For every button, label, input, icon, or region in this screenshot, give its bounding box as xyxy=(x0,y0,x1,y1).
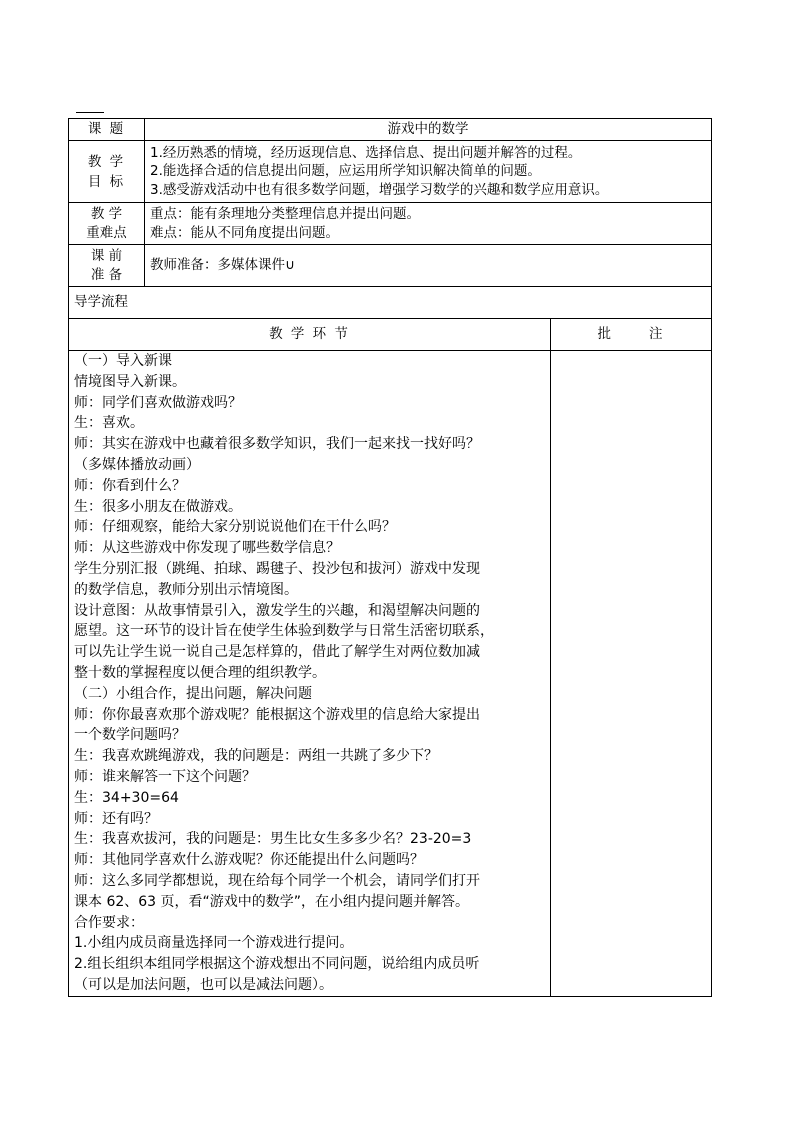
steps-column-header: 教 学 环 节 xyxy=(69,319,551,351)
body-line: 愿望。这一环节的设计旨在使学生体验到数学与日常生活密切联系， xyxy=(74,623,494,640)
body-line: 可以先让学生说一说自己是怎样算的，借此了解学生对两位数加减 xyxy=(74,644,480,661)
body-line: 情境图导入新课。 xyxy=(74,373,186,390)
topic-row xyxy=(69,119,712,141)
body-line: 师：其他同学喜欢什么游戏呢？你还能提出什么问题吗？ xyxy=(74,852,424,869)
body-line: 师：其实在游戏中也藏着很多数学知识，我们一起来找一找好吗？ xyxy=(74,436,480,453)
goal-item: 3.感受游戏活动中也有很多数学问题，增强学习数学的兴趣和数学应用意识。 xyxy=(150,181,609,198)
body-line: 师：你看到什么？ xyxy=(74,477,186,494)
keypoints-row xyxy=(69,203,712,245)
body-line: 2.组长组织本组同学根据这个游戏想出不同问题，说给组内成员听 xyxy=(74,956,480,973)
body-line: 生：34+30=64 xyxy=(74,789,179,806)
body-line: 师：这么多同学都想说，现在给每个同学一个机会，请同学们打开 xyxy=(74,872,480,889)
body-line: 一个数学问题吗？ xyxy=(74,727,186,744)
keypoints-content xyxy=(145,203,712,245)
body-line: 设计意图：从故事情景引入，激发学生的兴趣，和渴望解决问题的 xyxy=(74,602,480,619)
body-line: 生：很多小朋友在做游戏。 xyxy=(74,498,242,515)
flow-label: 导学流程 xyxy=(69,287,712,319)
topic-title: 游戏中的数学 xyxy=(145,119,712,141)
prep-row xyxy=(69,245,712,287)
body-line: （一）导入新课 xyxy=(74,353,172,369)
topic-label: 课 题 xyxy=(69,119,145,141)
column-header-row xyxy=(69,319,712,351)
body-line: （可以是加法问题，也可以是减法问题）。 xyxy=(74,976,333,993)
header-rule xyxy=(76,112,104,113)
goals-content xyxy=(145,141,712,203)
body-line: 的数学信息，教师分别出示情境图。 xyxy=(74,581,298,598)
keypoints-label: 教 学 重难点 xyxy=(69,203,145,245)
body-line: 师：还有吗？ xyxy=(74,810,158,827)
teaching-steps-content xyxy=(69,351,551,997)
goals-label: 教 学 目 标 xyxy=(69,141,145,203)
prep-label: 课 前 准 备 xyxy=(69,245,145,287)
body-line: 课本 62、63 页，看“游戏中的数学”，在小组内提问题并解答。 xyxy=(74,893,470,910)
body-line: （多媒体播放动画） xyxy=(74,456,200,473)
keypoint-item: 难点：能从不同角度提出问题。 xyxy=(150,224,339,241)
goal-item: 1.经历熟悉的情境，经历返现信息、选择信息、提出问题并解答的过程。 xyxy=(150,144,582,161)
notes-column-header: 批 注 xyxy=(551,319,712,351)
notes-content xyxy=(551,351,712,997)
body-line: 生：我喜欢跳绳游戏，我的问题是：两组一共跳了多少下？ xyxy=(74,748,438,765)
body-line: （二）小组合作，提出问题，解决问题 xyxy=(74,685,312,702)
body-line: 师：谁来解答一下这个问题？ xyxy=(74,768,256,785)
flow-row xyxy=(69,287,712,319)
body-line: 师：同学们喜欢做游戏吗？ xyxy=(74,394,242,411)
lesson-plan-table xyxy=(68,118,712,997)
body-line: 1.小组内成员商量选择同一个游戏进行提问。 xyxy=(74,935,354,952)
body-line: 合作要求： xyxy=(74,914,144,931)
body-line: 整十数的掌握程度以便合理的组织教学。 xyxy=(74,664,326,681)
goals-row xyxy=(69,141,712,203)
body-line: 生：我喜欢拔河，我的问题是：男生比女生多多少名？23-20=3 xyxy=(74,831,472,848)
body-line: 师：仔细观察，能给大家分别说说他们在干什么吗？ xyxy=(74,519,396,536)
body-line: 师：你你最喜欢那个游戏呢？能根据这个游戏里的信息给大家提出 xyxy=(74,706,480,723)
content-row xyxy=(69,351,712,997)
keypoint-item: 重点：能有条理地分类整理信息并提出问题。 xyxy=(150,206,420,222)
body-line: 师：从这些游戏中你发现了哪些数学信息？ xyxy=(74,540,340,557)
body-line: 学生分别汇报（跳绳、拍球、踢毽子、投沙包和拔河）游戏中发现 xyxy=(74,560,480,577)
prep-content: 教师准备：多媒体课件∪ xyxy=(145,245,712,287)
goal-item: 2.能选择合适的信息提出问题，应运用所学知识解决简单的问题。 xyxy=(150,163,541,180)
body-line: 生：喜欢。 xyxy=(74,415,144,432)
